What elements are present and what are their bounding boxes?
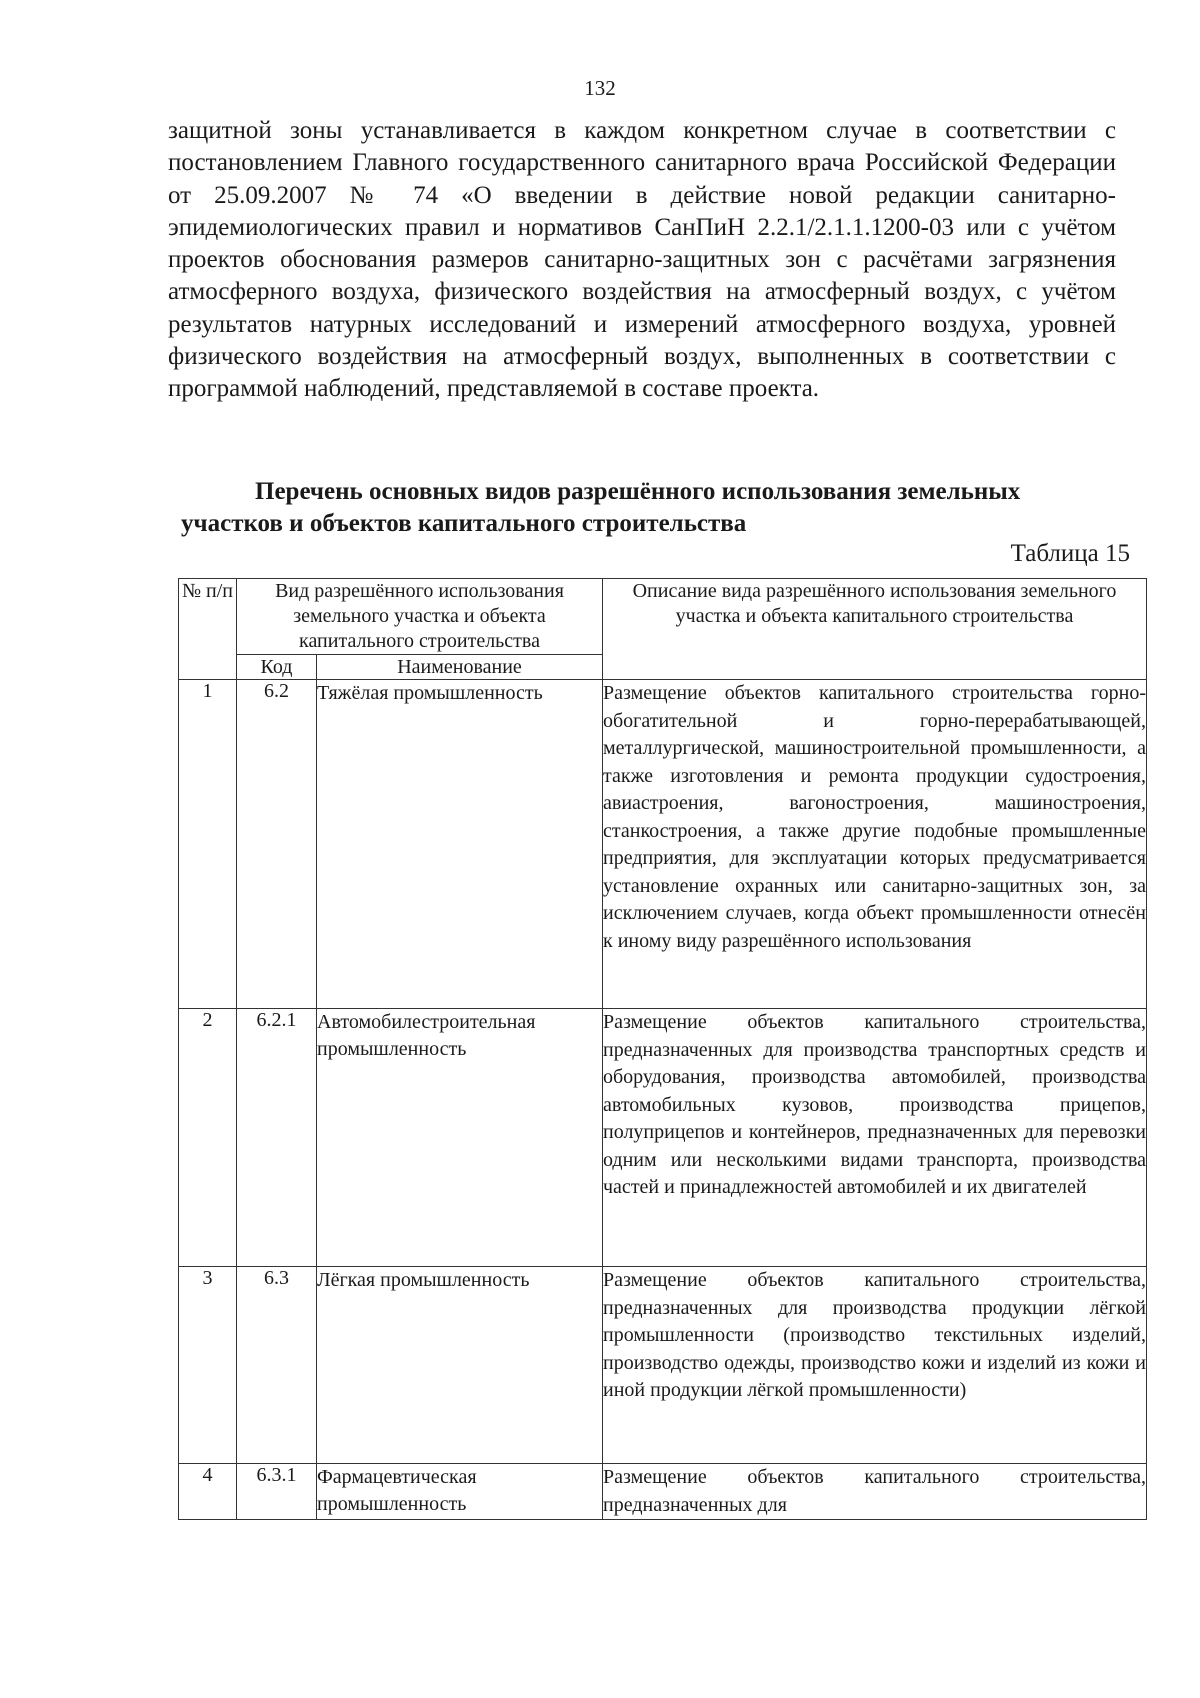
section-heading: [181, 476, 1131, 540]
row-name: Автомобилестроительная промышленность: [317, 1009, 603, 1267]
row-name: Фармацевтическая промышленность: [317, 1464, 603, 1520]
row-description-text: Размещение объектов капитального строительства, предназначенных для: [603, 1466, 1146, 1516]
row-description: [603, 1009, 1147, 1267]
table-row: [179, 1267, 1147, 1464]
row-name: Тяжёлая промышленность: [317, 680, 603, 1009]
row-num: 3: [179, 1267, 237, 1464]
row-code: 6.3: [237, 1267, 317, 1464]
row-description: [603, 1267, 1147, 1464]
header-description: Описание вида разрешённого использования земельного участка и объекта капитального строительства: [603, 579, 1147, 680]
row-code: 6.2.1: [237, 1009, 317, 1267]
row-num: 4: [179, 1464, 237, 1520]
intro-paragraph: защитной зоны устанавливается в каждом конкретном случае в соответствии с постановлением Главного государственного санитарного врача Российской Федерации от 25.09.2007 № 74 «О введении в действие новой редакции санитарно-эпидемиологических правил и нормативов СанПиН 2.2.1/2.1.1.1200-03 или с учётом проектов обоснования размеров санитарно-защитных зон с расчётами загрязнения атмосферного воздуха, физического воздействия на атмосферный воздух, с учётом результатов натурных исследований и измерений атмосферного воздуха, уровней физического воздействия на атмосферный воздух, выполненных в соответствии с программой наблюдений, представляемой в составе проекта.: [168, 117, 1116, 403]
row-description-text: Размещение объектов капитального строительства, предназначенных для производства транспортных средств и оборудования, производства автомобилей, производства автомобильных кузовов, производства прицепов, полуприцепов и контейнеров, предназначенных для перевозки одним или несколькими видами транспорта, производства частей и принадлежностей автомобилей и их двигателей: [603, 1011, 1146, 1198]
table-label: Таблица 15: [1010, 540, 1130, 567]
table-row: [179, 1464, 1147, 1520]
row-code: 6.3.1: [237, 1464, 317, 1520]
row-code: 6.2: [237, 680, 317, 1009]
table-row: [179, 1009, 1147, 1267]
row-description: [603, 680, 1147, 1009]
page-number: 132: [584, 76, 616, 100]
header-code: Код: [237, 655, 317, 680]
row-description: [603, 1464, 1147, 1520]
section-heading-line-2: участков и объектов капитального строительства: [181, 510, 747, 537]
row-description-text: Размещение объектов капитального строительства горно-обогатительной и горно-перерабатывающей, металлургической, машиностроительной промышленности, а также изготовления и ремонта продукции судостроения, авиастроения, вагоностроения, машиностроения, станкостроения, а также другие подобные промышленные предприятия, для эксплуатации которых предусматривается установление охранных или санитарно-защитных зон, за исключением случаев, когда объект промышленности отнесён к иному виду разрешённого использования: [603, 682, 1146, 952]
table-row: [179, 680, 1147, 1009]
section-heading-line-1: Перечень основных видов разрешённого использования земельных: [255, 478, 1021, 505]
header-num: № п/п: [179, 579, 237, 680]
row-num: 2: [179, 1009, 237, 1267]
row-num: 1: [179, 680, 237, 1009]
header-group: Вид разрешённого использования земельного участка и объекта капитального строительства: [237, 579, 603, 655]
land-use-table: [178, 578, 1147, 1520]
table-header-row: [179, 579, 1147, 655]
row-name: Лёгкая промышленность: [317, 1267, 603, 1464]
row-description-text: Размещение объектов капитального строительства, предназначенных для производства продукции лёгкой промышленности (производство текстильных изделий, производство одежды, производство кожи и изделий из кожи и иной продукции лёгкой промышленности): [603, 1269, 1146, 1401]
header-name: Наименование: [317, 655, 603, 680]
